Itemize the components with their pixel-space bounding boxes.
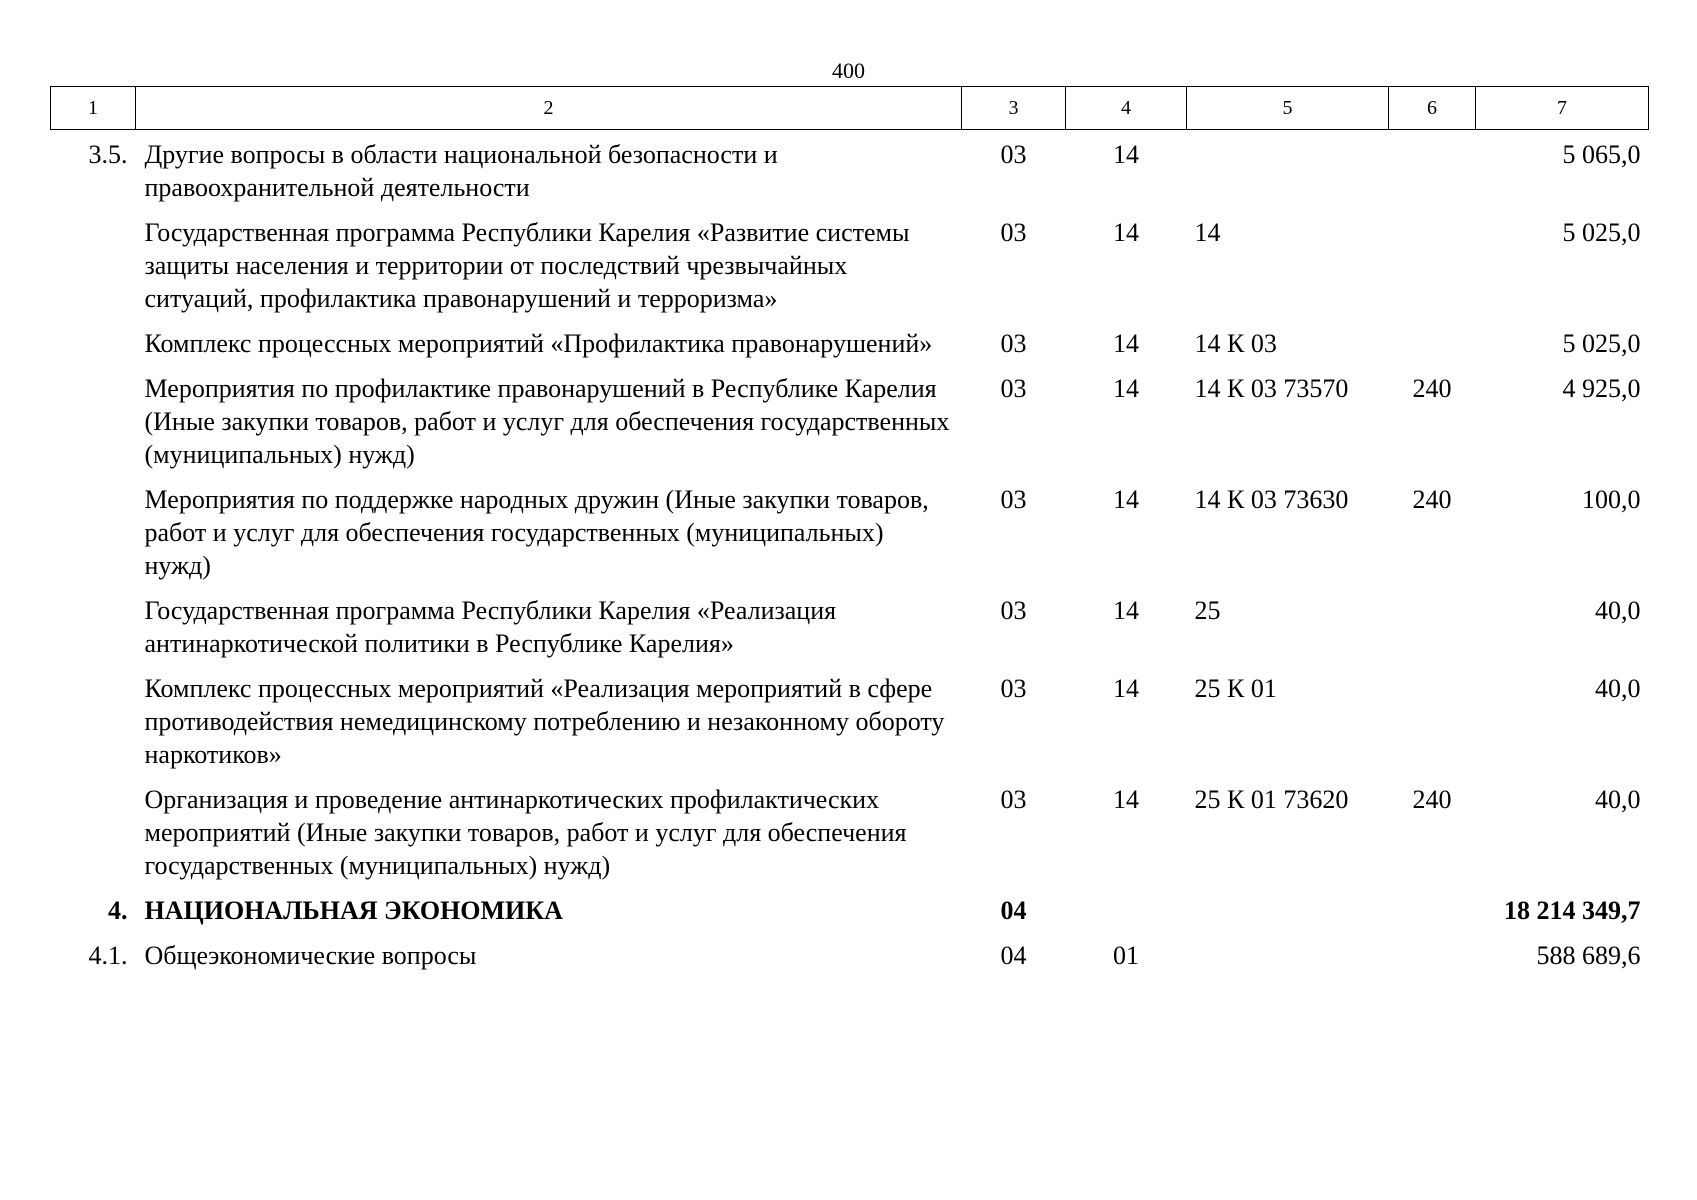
row-section: 04 <box>1000 896 1027 925</box>
budget-table <box>50 86 1649 978</box>
row-expense-type <box>1389 130 1476 211</box>
row-subsection: 14 <box>1113 596 1139 625</box>
row-name: Организация и проведение антинаркотических профилактических мероприятий (Иные закупки товаров, работ и услуг для обеспечения государственных (муниципальных) нужд) <box>144 785 907 880</box>
row-expense-type: 240 <box>1412 485 1452 514</box>
row-amount: 5 025,0 <box>1562 329 1641 358</box>
table-body <box>51 130 1649 979</box>
row-expense-type: 240 <box>1412 374 1452 403</box>
row-target-article: 25 К 01 73620 <box>1194 785 1349 814</box>
row-target-article <box>1187 130 1389 211</box>
row-name: Комплекс процессных мероприятий «Реализация мероприятий в сфере противодействия немедицинскому потреблению и незаконному обороту наркотиков» <box>144 674 945 769</box>
row-amount: 4 925,0 <box>1562 374 1641 403</box>
table-row <box>51 210 1649 321</box>
row-subsection: 01 <box>1113 941 1139 970</box>
header-col-7: 7 <box>1476 87 1649 130</box>
row-amount: 588 689,6 <box>1536 941 1641 970</box>
page-number: 400 <box>832 58 865 83</box>
header-col-1: 1 <box>51 87 136 130</box>
row-number <box>51 210 136 321</box>
table-row <box>51 477 1649 588</box>
row-subsection: 14 <box>1113 218 1139 247</box>
table-row <box>51 777 1649 888</box>
row-amount: 5 065,0 <box>1562 140 1641 169</box>
row-amount: 40,0 <box>1595 785 1641 814</box>
row-number <box>51 777 136 888</box>
row-subsection: 14 <box>1113 785 1139 814</box>
row-section: 03 <box>1000 596 1027 625</box>
row-amount: 18 214 349,7 <box>1504 896 1641 925</box>
row-name: Комплекс процессных мероприятий «Профилактика правонарушений» <box>144 329 933 358</box>
table-row <box>51 888 1649 933</box>
row-subsection: 14 <box>1113 329 1139 358</box>
row-name: Государственная программа Республики Карелия «Развитие системы защиты населения и территории от последствий чрезвычайных ситуаций, профилактика правонарушений и терроризма» <box>144 218 910 313</box>
row-subsection: 14 <box>1113 674 1139 703</box>
row-name: НАЦИОНАЛЬНАЯ ЭКОНОМИКА <box>144 896 563 925</box>
row-expense-type <box>1389 588 1476 666</box>
row-amount: 40,0 <box>1595 596 1641 625</box>
row-target-article: 25 <box>1194 596 1221 625</box>
row-section: 03 <box>1000 674 1027 703</box>
row-expense-type <box>1389 210 1476 321</box>
row-name: Мероприятия по поддержке народных дружин (Иные закупки товаров, работ и услуг для обеспечения государственных (муниципальных) нужд) <box>144 485 929 580</box>
row-section: 03 <box>1000 218 1027 247</box>
row-section: 03 <box>1000 785 1027 814</box>
row-expense-type <box>1389 888 1476 933</box>
table-row <box>51 130 1649 211</box>
row-number <box>51 366 136 477</box>
row-target-article <box>1187 933 1389 978</box>
row-subsection: 14 <box>1113 374 1139 403</box>
table-row <box>51 933 1649 978</box>
row-expense-type <box>1389 321 1476 366</box>
row-subsection: 14 <box>1113 140 1139 169</box>
row-number <box>51 321 136 366</box>
header-col-2: 2 <box>136 87 962 130</box>
row-section: 03 <box>1000 485 1027 514</box>
row-target-article: 14 К 03 73630 <box>1194 485 1349 514</box>
header-col-6: 6 <box>1389 87 1476 130</box>
row-number <box>51 588 136 666</box>
row-expense-type <box>1389 666 1476 777</box>
row-name: Государственная программа Республики Карелия «Реализация антинаркотической политики в Республике Карелия» <box>144 596 837 658</box>
row-target-article: 14 К 03 <box>1194 329 1277 358</box>
row-section: 03 <box>1000 140 1027 169</box>
header-col-4: 4 <box>1066 87 1187 130</box>
table-row <box>51 588 1649 666</box>
table-header <box>51 87 1649 130</box>
row-number <box>51 666 136 777</box>
row-amount: 40,0 <box>1595 674 1641 703</box>
row-subsection: 14 <box>1113 485 1139 514</box>
row-subsection <box>1066 888 1187 933</box>
row-number: 3.5. <box>88 140 128 169</box>
table-row <box>51 666 1649 777</box>
row-target-article: 25 К 01 <box>1194 674 1277 703</box>
row-number <box>51 477 136 588</box>
header-col-3: 3 <box>962 87 1066 130</box>
row-name: Мероприятия по профилактике правонарушений в Республике Карелия (Иные закупки товаров, работ и услуг для обеспечения государственных (муниципальных) нужд) <box>144 374 950 469</box>
header-row <box>51 87 1649 130</box>
row-number: 4.1. <box>88 941 128 970</box>
row-number: 4. <box>108 896 128 925</box>
row-name: Общеэкономические вопросы <box>144 941 477 970</box>
row-expense-type: 240 <box>1412 785 1452 814</box>
row-section: 03 <box>1000 329 1027 358</box>
header-col-5: 5 <box>1187 87 1389 130</box>
row-amount: 100,0 <box>1582 485 1641 514</box>
row-amount: 5 025,0 <box>1562 218 1641 247</box>
table-row <box>51 366 1649 477</box>
row-target-article <box>1187 888 1389 933</box>
row-expense-type <box>1389 933 1476 978</box>
row-target-article: 14 <box>1194 218 1221 247</box>
row-section: 03 <box>1000 374 1027 403</box>
row-target-article: 14 К 03 73570 <box>1194 374 1349 403</box>
row-name: Другие вопросы в области национальной безопасности и правоохранительной деятельности <box>144 140 778 202</box>
row-section: 04 <box>1000 941 1027 970</box>
table-row <box>51 321 1649 366</box>
